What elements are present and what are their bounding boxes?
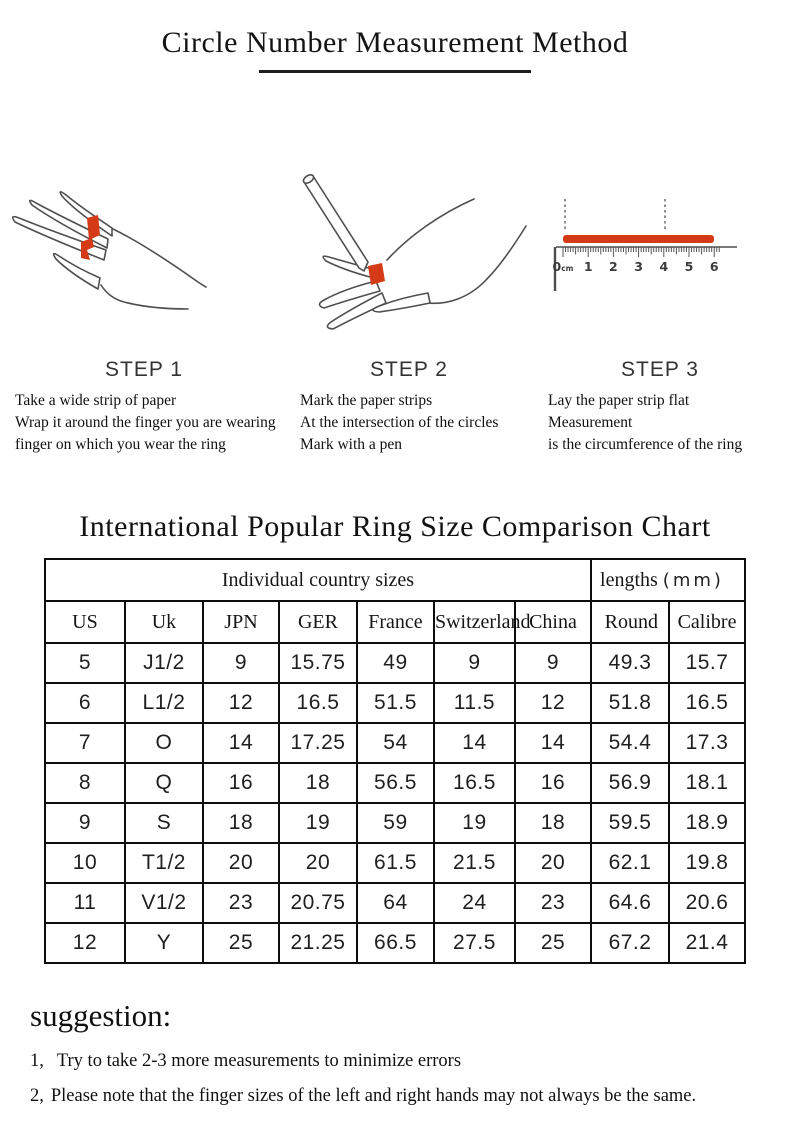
table-cell: 18.1 [669, 763, 745, 803]
table-cell: 20.6 [669, 883, 745, 923]
size-table-body [45, 643, 745, 963]
item-1-text: Try to take 2-3 more measurements to minimize errors [56, 1051, 462, 1071]
table-cell: 23 [203, 883, 279, 923]
hand-with-pen-icon [288, 169, 530, 354]
table-cell: 16.5 [669, 683, 745, 723]
ruler-number: 2 [609, 259, 618, 274]
table-cell: 64.6 [591, 883, 669, 923]
table-cell: 19 [434, 803, 515, 843]
table-cell: 11 [45, 883, 125, 923]
step-1-line-1: Take a wide strip of paper [15, 392, 177, 409]
table-row [45, 643, 745, 683]
table-cell: 8 [45, 763, 125, 803]
ruler-numbers [553, 259, 719, 274]
ruler-number: 6 [709, 259, 719, 274]
table-cell: 21.4 [669, 923, 745, 963]
table-row [45, 803, 745, 843]
suggestion-heading: suggestion: [30, 998, 172, 1033]
ruler-ticks [563, 247, 719, 257]
table-row [45, 683, 745, 723]
table-cell: 20 [203, 843, 279, 883]
ruler-number-zero: 0cm [552, 259, 574, 274]
table-cell: 54.4 [591, 723, 669, 763]
table-cell: 9 [515, 643, 591, 683]
table-cell: 56.5 [357, 763, 434, 803]
table-cell: 66.5 [357, 923, 434, 963]
step-1 [0, 169, 288, 456]
steps-section [0, 169, 790, 456]
table-cell: 12 [203, 683, 279, 723]
table-cell: 19 [279, 803, 357, 843]
table-cell: 51.5 [357, 683, 434, 723]
table-cell: 67.2 [591, 923, 669, 963]
hand-back-edge [113, 229, 206, 287]
step-1-description [0, 390, 288, 456]
table-cell: 21.25 [279, 923, 357, 963]
table-cell: 19.8 [669, 843, 745, 883]
table-cell: 25 [203, 923, 279, 963]
col-header-china: China [515, 601, 591, 643]
table-cell: 20 [515, 843, 591, 883]
table-row [45, 723, 745, 763]
paper-strip-mark [563, 235, 714, 243]
col-header-us: US [45, 601, 125, 643]
table-row [45, 763, 745, 803]
lengths-label: lengths [600, 568, 658, 591]
table-cell: 59.5 [591, 803, 669, 843]
table-cell: 23 [515, 883, 591, 923]
table-cell: 24 [434, 883, 515, 923]
page-title: Circle Number Measurement Method [161, 26, 629, 59]
table-cell: 64 [357, 883, 434, 923]
hand-bottom-edge [101, 285, 188, 309]
col-header-calibre: Calibre [669, 601, 745, 643]
table-cell: 14 [515, 723, 591, 763]
table-cell: 14 [434, 723, 515, 763]
ruler-unit-label: cm [561, 264, 574, 273]
col-header-france: France [357, 601, 434, 643]
item-2-number: 2, [30, 1086, 44, 1106]
col-header-ger: GER [279, 601, 357, 643]
table-cell: 11.5 [434, 683, 515, 723]
step-2-description [288, 390, 530, 456]
table-cell: 16 [515, 763, 591, 803]
step-2-line-1: Mark the paper strips [300, 392, 433, 409]
table-cell: 56.9 [591, 763, 669, 803]
step-2-label: STEP 2 [370, 358, 448, 381]
table-cell: 15.75 [279, 643, 357, 683]
group-header-lengths [591, 559, 745, 601]
ring-size-table [44, 558, 746, 964]
table-cell: V1/2 [125, 883, 203, 923]
table-cell: 17.3 [669, 723, 745, 763]
table-cell: 62.1 [591, 843, 669, 883]
table-cell: 9 [203, 643, 279, 683]
group-header-country-sizes: Individual country sizes [45, 559, 591, 601]
step-2 [288, 169, 530, 456]
table-cell: 61.5 [357, 843, 434, 883]
table-cell: 12 [515, 683, 591, 723]
hand-back-edge [387, 199, 474, 260]
table-column-header-row [45, 601, 745, 643]
table-cell: 16.5 [279, 683, 357, 723]
table-cell: Q [125, 763, 203, 803]
table-cell: 21.5 [434, 843, 515, 883]
table-cell: 9 [434, 643, 515, 683]
table-cell: J1/2 [125, 643, 203, 683]
table-cell: 18 [515, 803, 591, 843]
step-3-description [530, 390, 790, 456]
suggestion-list [0, 1051, 790, 1107]
table-cell: 20.75 [279, 883, 357, 923]
table-cell: 18 [279, 763, 357, 803]
step-2-line-3: Mark with a pen [300, 436, 403, 453]
suggestion-item-1 [30, 1051, 790, 1072]
ruler-number: 4 [659, 259, 669, 274]
table-row [45, 883, 745, 923]
table-cell: S [125, 803, 203, 843]
hand-with-strip-icon [0, 169, 288, 354]
step-3 [530, 169, 790, 456]
table-cell: 51.8 [591, 683, 669, 723]
step-1-line-3: finger on which you wear the ring [15, 436, 226, 453]
table-row [45, 843, 745, 883]
table-cell: 9 [45, 803, 125, 843]
table-cell: L1/2 [125, 683, 203, 723]
table-cell: 17.25 [279, 723, 357, 763]
lengths-unit: (mm) [662, 569, 724, 591]
suggestion-item-2 [30, 1086, 790, 1107]
ruler-number: 1 [583, 259, 593, 274]
table-cell: 5 [45, 643, 125, 683]
table-cell: 12 [45, 923, 125, 963]
step-1-label: STEP 1 [105, 358, 183, 381]
col-header-jpn: JPN [203, 601, 279, 643]
col-header-switzerland: Switzerland [434, 601, 515, 643]
step-3-line-1: Lay the paper strip flat [548, 392, 690, 409]
chart-heading: International Popular Ring Size Comparison Chart [79, 510, 711, 543]
ruler-icon [530, 169, 790, 354]
table-cell: 16 [203, 763, 279, 803]
item-1-number: 1, [30, 1051, 44, 1071]
paper-strip-mark [368, 263, 385, 285]
table-cell: 15.7 [669, 643, 745, 683]
col-header-round: Round [591, 601, 669, 643]
table-row [45, 923, 745, 963]
ruler-number: 5 [684, 259, 694, 274]
table-cell: 18.9 [669, 803, 745, 843]
table-cell: 59 [357, 803, 434, 843]
step-3-label: STEP 3 [621, 358, 699, 381]
finger-outline [54, 254, 100, 289]
hand-right-edge [428, 226, 526, 303]
table-cell: 49 [357, 643, 434, 683]
pen-icon [302, 173, 368, 271]
table-cell: 27.5 [434, 923, 515, 963]
table-cell: 10 [45, 843, 125, 883]
table-cell: 6 [45, 683, 125, 723]
table-cell: 16.5 [434, 763, 515, 803]
table-cell: 20 [279, 843, 357, 883]
col-header-uk: Uk [125, 601, 203, 643]
ruler-number: 3 [634, 259, 643, 274]
table-cell: O [125, 723, 203, 763]
table-cell: 49.3 [591, 643, 669, 683]
table-cell: Y [125, 923, 203, 963]
step-3-line-3: is the circumference of the ring [548, 436, 743, 453]
table-cell: 54 [357, 723, 434, 763]
table-cell: 25 [515, 923, 591, 963]
table-cell: 18 [203, 803, 279, 843]
table-cell: T1/2 [125, 843, 203, 883]
title-underline [259, 70, 531, 73]
step-1-line-2: Wrap it around the finger you are wearing [15, 414, 276, 431]
table-cell: 14 [203, 723, 279, 763]
step-2-line-2: At the intersection of the circles [300, 414, 499, 431]
table-group-header-row [45, 559, 745, 601]
table-cell: 7 [45, 723, 125, 763]
step-3-line-2: Measurement [548, 414, 633, 431]
item-2-text: Please note that the finger sizes of the left and right hands may not always be the same. [50, 1086, 697, 1106]
